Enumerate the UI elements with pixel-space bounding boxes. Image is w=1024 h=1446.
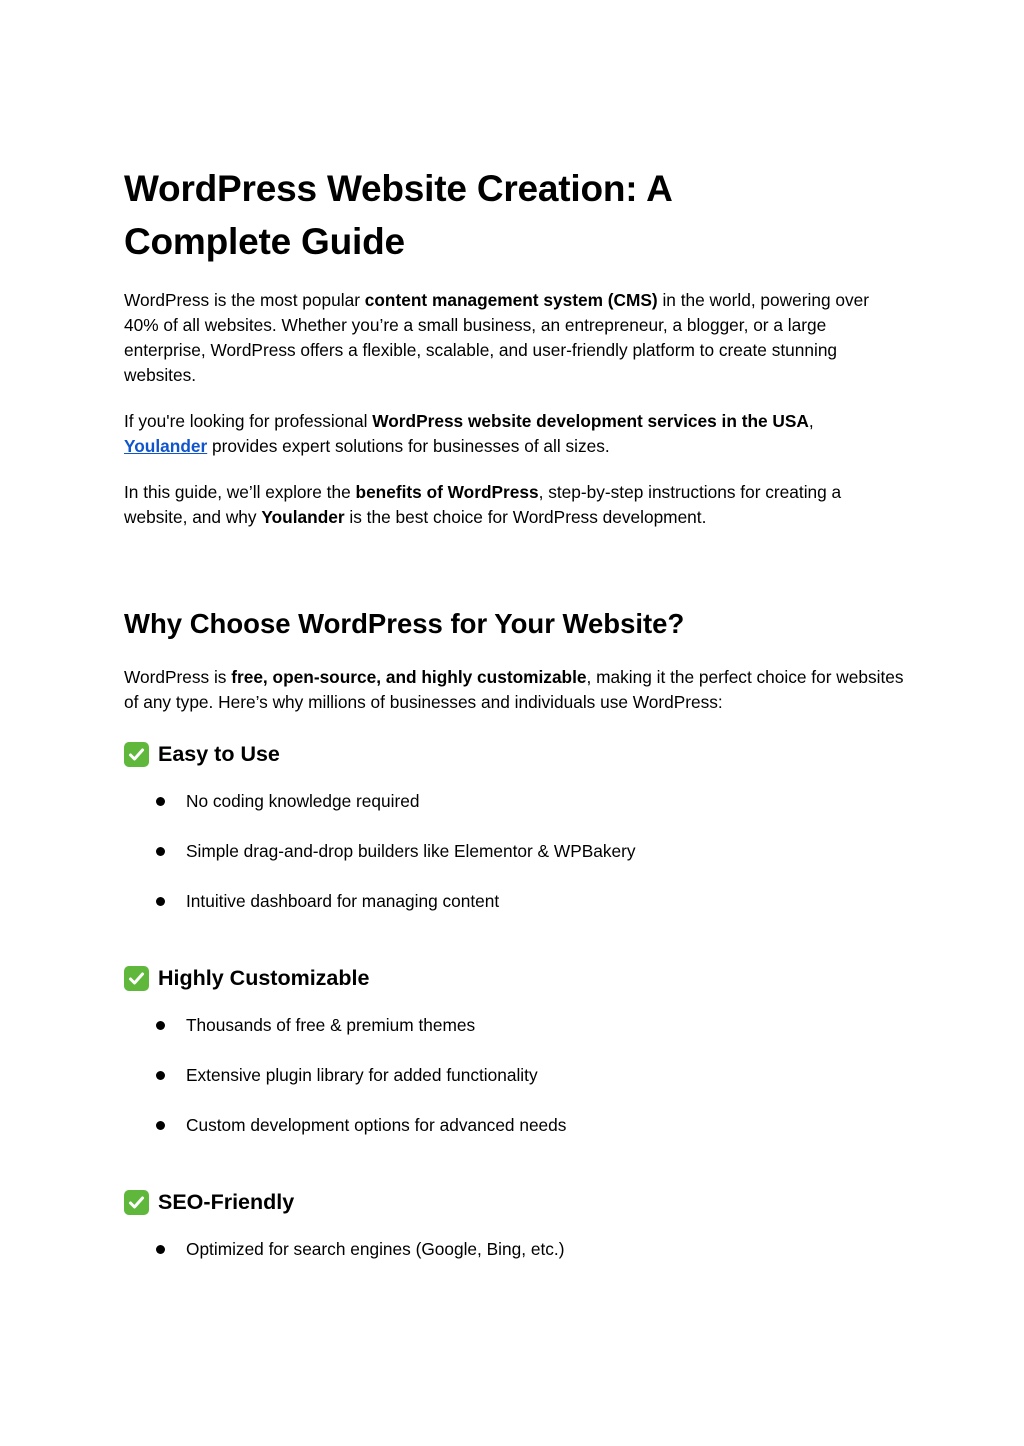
check-mark-button-icon bbox=[124, 1190, 149, 1215]
intro-paragraph-2 bbox=[124, 409, 904, 459]
subsection-heading-seo-friendly bbox=[124, 1187, 294, 1217]
subsection-heading-highly-customizable bbox=[124, 963, 369, 993]
bullet-icon bbox=[156, 1021, 165, 1030]
why-intro-text: , making it the perfect choice for websites of any type. Here’s why millions of businesses and individuals use WordPress: bbox=[124, 667, 904, 712]
bullet-icon bbox=[156, 797, 165, 806]
bullet-icon bbox=[156, 897, 165, 906]
why-section-intro bbox=[124, 665, 904, 715]
bullet-icon bbox=[156, 847, 165, 856]
seo-friendly-list bbox=[124, 1237, 884, 1287]
check-mark-button-icon bbox=[124, 966, 149, 991]
list-item bbox=[124, 789, 884, 839]
document-title: WordPress Website Creation: A Complete Guide bbox=[124, 168, 672, 262]
list-item-text: Extensive plugin library for added functionality bbox=[186, 1065, 538, 1085]
bullet-icon bbox=[156, 1245, 165, 1254]
intro-bold-text: content management system (CMS) bbox=[364, 290, 658, 310]
intro-text: provides expert solutions for businesses of all sizes. bbox=[207, 436, 610, 456]
intro-text: in the world, powering over 40% of all websites. Whether you’re a small business, an entrepreneur, a blogger, or a large enterprise, WordPress offers a flexible, scalable, and user-friendly platform to create stunning websites. bbox=[124, 290, 869, 385]
intro-bold-text: WordPress website development services in the USA bbox=[372, 411, 809, 431]
intro-text: , step-by-step instructions for creating a website, and why bbox=[124, 482, 842, 527]
why-intro-bold-text: free, open-source, and highly customizable bbox=[231, 667, 587, 687]
subsection-heading-easy-to-use bbox=[124, 739, 280, 769]
intro-bold-text: benefits of WordPress bbox=[355, 482, 539, 502]
intro-text: is the best choice for WordPress development. bbox=[344, 507, 707, 527]
intro-bold-text: Youlander bbox=[261, 507, 345, 527]
why-intro-text: WordPress is bbox=[124, 667, 232, 687]
list-item bbox=[124, 889, 884, 939]
why-section-heading: Why Choose WordPress for Your Website? bbox=[124, 608, 685, 639]
list-item bbox=[124, 1113, 884, 1163]
list-item-text: Thousands of free & premium themes bbox=[186, 1015, 476, 1035]
list-item-text: No coding knowledge required bbox=[186, 791, 420, 811]
list-item-text: Intuitive dashboard for managing content bbox=[186, 891, 500, 911]
list-item bbox=[124, 1013, 884, 1063]
check-mark-button-icon bbox=[124, 742, 149, 767]
intro-text: If you're looking for professional bbox=[124, 411, 373, 431]
subsection-heading-label: Highly Customizable bbox=[158, 966, 370, 990]
subsection-heading-label: SEO-Friendly bbox=[158, 1190, 295, 1214]
list-item-text: Simple drag-and-drop builders like Elementor & WPBakery bbox=[186, 841, 636, 861]
intro-text: In this guide, we’ll explore the bbox=[124, 482, 356, 502]
intro-paragraph-1 bbox=[124, 288, 904, 388]
list-item-text: Optimized for search engines (Google, Bing, etc.) bbox=[186, 1239, 565, 1259]
list-item bbox=[124, 1237, 884, 1287]
youlander-link[interactable]: Youlander bbox=[124, 436, 208, 456]
intro-text: WordPress is the most popular bbox=[124, 290, 365, 310]
intro-text: , bbox=[808, 411, 814, 431]
bullet-icon bbox=[156, 1071, 165, 1080]
list-item bbox=[124, 839, 884, 889]
highly-customizable-list bbox=[124, 1013, 884, 1163]
intro-paragraph-3 bbox=[124, 480, 904, 530]
easy-to-use-list bbox=[124, 789, 884, 939]
bullet-icon bbox=[156, 1121, 165, 1130]
subsection-heading-label: Easy to Use bbox=[158, 742, 280, 766]
list-item bbox=[124, 1063, 884, 1113]
list-item-text: Custom development options for advanced needs bbox=[186, 1115, 567, 1135]
